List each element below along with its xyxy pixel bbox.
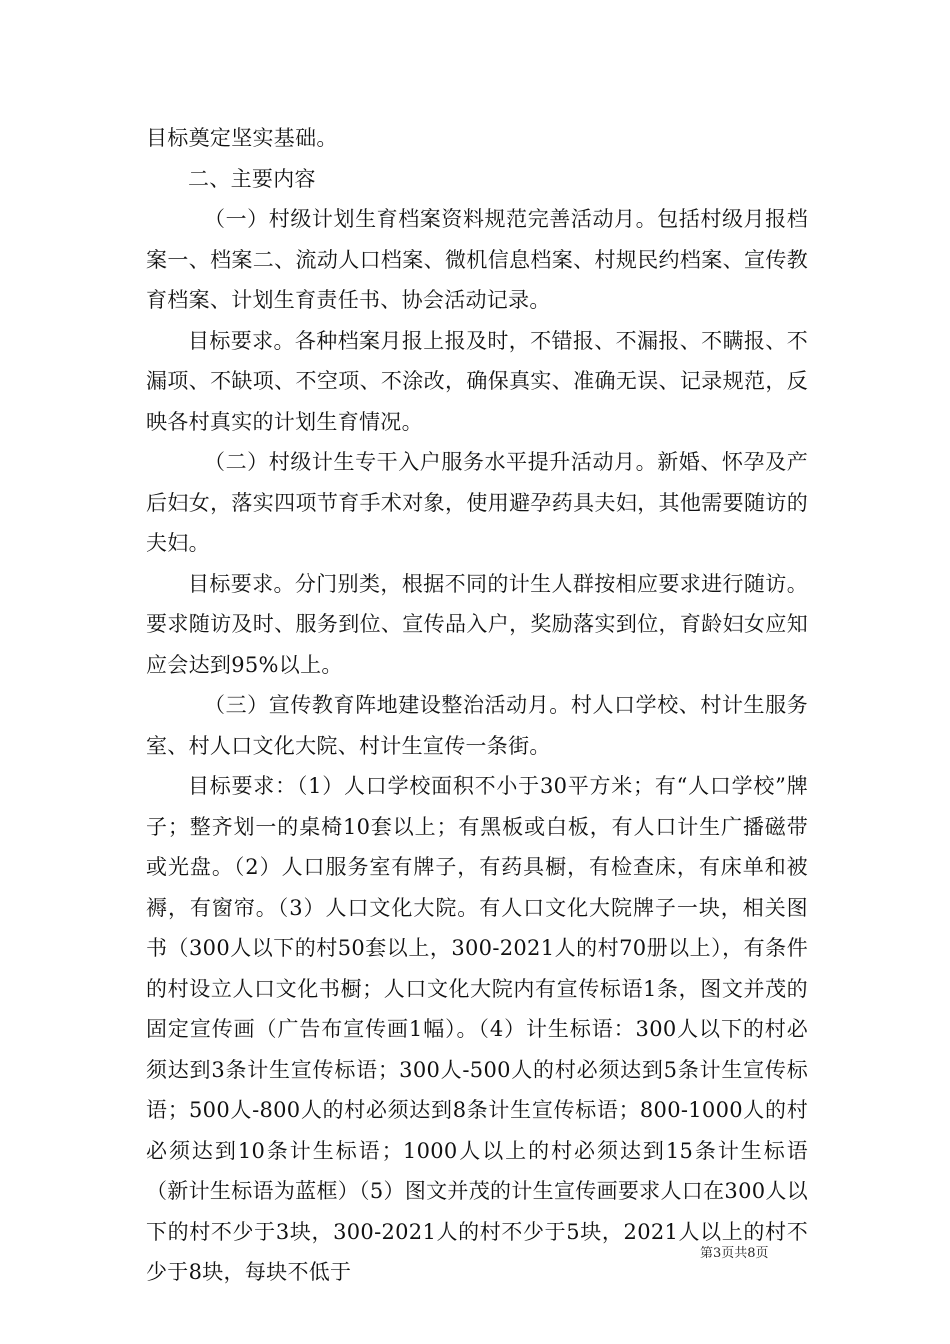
paragraph-continuation: 目标奠定坚实基础。 xyxy=(146,126,338,150)
paragraph-item-2: （二）村级计生专干入户服务水平提升活动月。新婚、怀孕及产后妇女，落实四项节育手术对象，使用避孕药具夫妇，其他需要随访的夫妇。 xyxy=(146,450,808,555)
page-number-footer: 第3页共8页 xyxy=(700,1246,769,1261)
document-body xyxy=(146,118,808,1293)
paragraph-item-2-requirements: 目标要求。分门别类，根据不同的计生人群按相应要求进行随访。要求随访及时、服务到位、宣传品入户，奖励落实到位，育龄妇女应知应会达到95%以上。 xyxy=(146,571,808,677)
paragraph-item-1-requirements: 目标要求。各种档案月报上报及时，不错报、不漏报、不瞒报、不漏项、不缺项、不空项、不涂改，确保真实、准确无误、记录规范，反映各村真实的计划生育情况。 xyxy=(146,328,808,434)
paragraph-item-3-requirements: 目标要求：（1）人口学校面积不小于30平方米；有“人口学校”牌子；整齐划一的桌椅10套以上；有黑板或白板，有人口计生广播磁带或光盘。（2）人口服务室有牌子，有药具橱，有检查床，有床单和被褥，有窗帘。（3）人口文化大院。有人口文化大院牌子一块，相关图书（300人以下的村50套以上，300-2021人的村70册以上），有条件的村设立人口文化书橱；人口文化大院内有宣传标语1条，图文并茂的固定宣传画（广告布宣传画1幅）。（4）计生标语：300人以下的村必须达到3条计生宣传标语；300人-500人的村必须达到5条计生宣传标语；500人-800人的村必须达到8条计生宣传标语；800-1000人的村必须达到10条计生标语；1000人以上的村必须达到15条计生标语（新计生标语为蓝框）（5）图文并茂的计生宣传画要求人口在300人以下的村不少于3块，300-2021人的村不少于5块，2021人以上的村不少于8块，每块不低于 xyxy=(146,774,808,1284)
section-heading-main-content: 二、主要内容 xyxy=(188,166,316,191)
paragraph-item-1: （一）村级计划生育档案资料规范完善活动月。包括村级月报档案一、档案二、流动人口档案、微机信息档案、村规民约档案、宣传教育档案、计划生育责任书、协会活动记录。 xyxy=(146,207,808,312)
paragraph-item-3: （三）宣传教育阵地建设整治活动月。村人口学校、村计生服务室、村人口文化大院、村计生宣传一条街。 xyxy=(146,693,808,758)
